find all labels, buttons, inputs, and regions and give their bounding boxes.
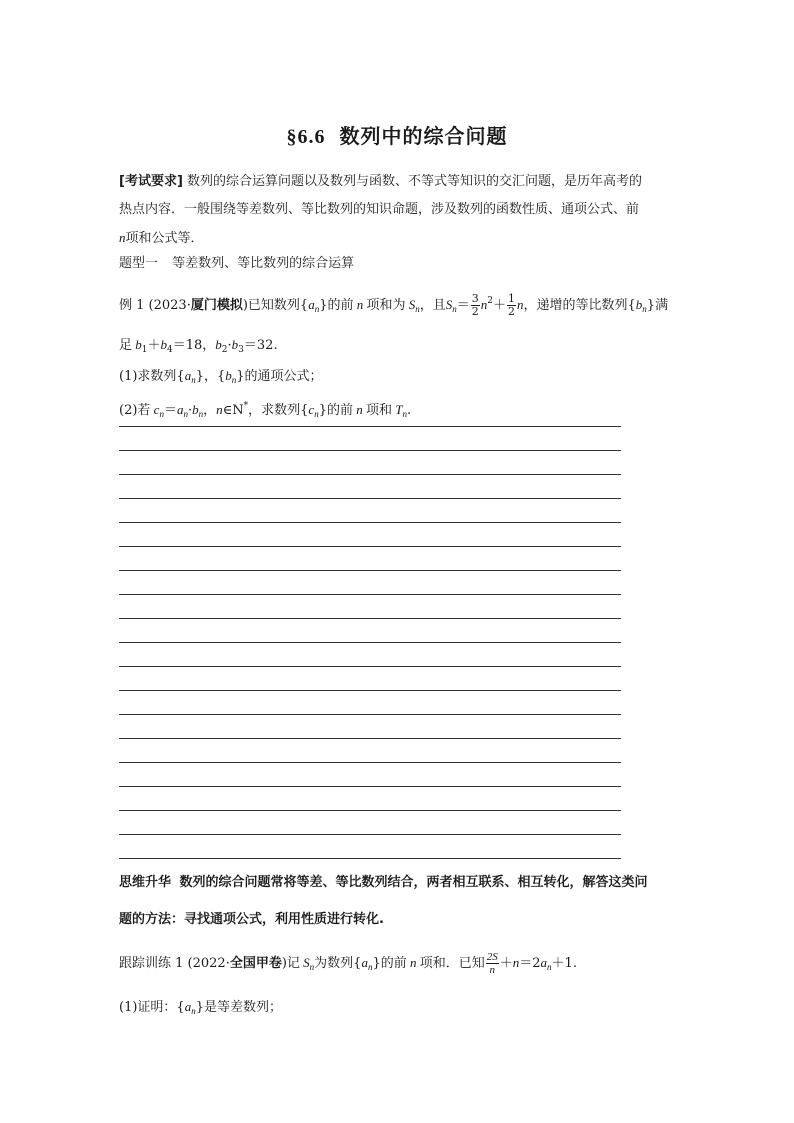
answer-line bbox=[119, 786, 621, 810]
answer-line bbox=[119, 810, 621, 834]
answer-line bbox=[119, 642, 621, 666]
example-1-source: 厦门模拟 bbox=[190, 298, 243, 313]
answer-line bbox=[119, 714, 621, 738]
answer-line bbox=[119, 618, 621, 642]
answer-line bbox=[119, 450, 621, 474]
question-type-heading bbox=[119, 250, 679, 278]
example-1-line-2: 足 $b_1+b_4=18$，$b_2\cdot b_3=32$. bbox=[119, 337, 278, 355]
example-1-line-1: 例 1 (2023·厦门模拟)已知数列$\{a_n\}$的前 n 项和为 $S_n$，且$S_n=$ $\frac{3}{2}$ $n^2+$ $\frac{1}{2}$ n，递增的等比数列$\{b_n\}$满 bbox=[119, 292, 669, 318]
exam-req-label: [考试要求] bbox=[119, 174, 183, 189]
answer-line bbox=[119, 690, 621, 714]
section-number: §6.6 bbox=[286, 126, 326, 148]
answer-line bbox=[119, 498, 621, 522]
section-title-text: 数列中的综合问题 bbox=[339, 124, 508, 148]
practice-1-question-1: (1)证明：$\{a_n\}$是等差数列； bbox=[119, 999, 282, 1016]
thinking-line-1: 思维升华 数列的综合问题常将等差、等比数列结合，两者相互联系、相互转化，解答这类问 bbox=[119, 875, 648, 890]
answer-line bbox=[119, 426, 621, 450]
practice-1-line-1: 跟踪训练 1 (2022·全国甲卷)记 $S_n$为数列$\{a_n\}$的前 n 项和．已知 $\frac{2S}{n}$ $+n=2a_n+1$. bbox=[119, 951, 577, 976]
question-type-text: 等差数列、等比数列的综合运算 bbox=[172, 256, 355, 271]
example-1-question-1: (1)求数列$\{a_n\}$，$\{b_n\}$的通项公式； bbox=[119, 368, 323, 385]
fraction-3-2: $\frac{3}{2}$ bbox=[471, 292, 479, 318]
practice-1-source: 全国甲卷 bbox=[229, 956, 282, 971]
answer-lines bbox=[119, 426, 621, 882]
answer-line bbox=[119, 738, 621, 762]
answer-line bbox=[119, 570, 621, 594]
thinking-line-2: 题的方法：寻找通项公式，利用性质进行转化. bbox=[119, 912, 384, 927]
exam-requirements bbox=[119, 168, 679, 253]
answer-line bbox=[119, 666, 621, 690]
exam-req-line-2: 热点内容．一般围绕等差数列、等比数列的知识命题，涉及数列的函数性质、通项公式、前 bbox=[119, 202, 640, 217]
section-title bbox=[0, 120, 794, 149]
example-1 bbox=[119, 288, 694, 427]
thinking-summary bbox=[119, 875, 689, 928]
question-type-label: 题型一 bbox=[119, 256, 159, 271]
answer-line bbox=[119, 594, 621, 618]
fraction-2sn-n: $\frac{2S}{n}$ bbox=[486, 951, 498, 976]
answer-line bbox=[119, 474, 621, 498]
practice-1 bbox=[119, 950, 719, 1024]
exam-req-line-1: [考试要求] 数列的综合运算问题以及数列与函数、不等式等知识的交汇问题，是历年高考的 bbox=[119, 174, 643, 189]
answer-line bbox=[119, 834, 621, 858]
answer-line bbox=[119, 546, 621, 570]
answer-line bbox=[119, 762, 621, 786]
example-1-question-2: (2)若 $c_n=a_n\cdot b_n$，n∈N*，求数列$\{c_n\}$的前 n 项和 $T_n$. bbox=[119, 401, 412, 419]
thinking-label: 思维升华 bbox=[119, 875, 172, 890]
fraction-1-2: $\frac{1}{2}$ bbox=[508, 292, 516, 318]
exam-req-line-3: n项和公式等． bbox=[119, 230, 204, 246]
answer-line bbox=[119, 522, 621, 546]
